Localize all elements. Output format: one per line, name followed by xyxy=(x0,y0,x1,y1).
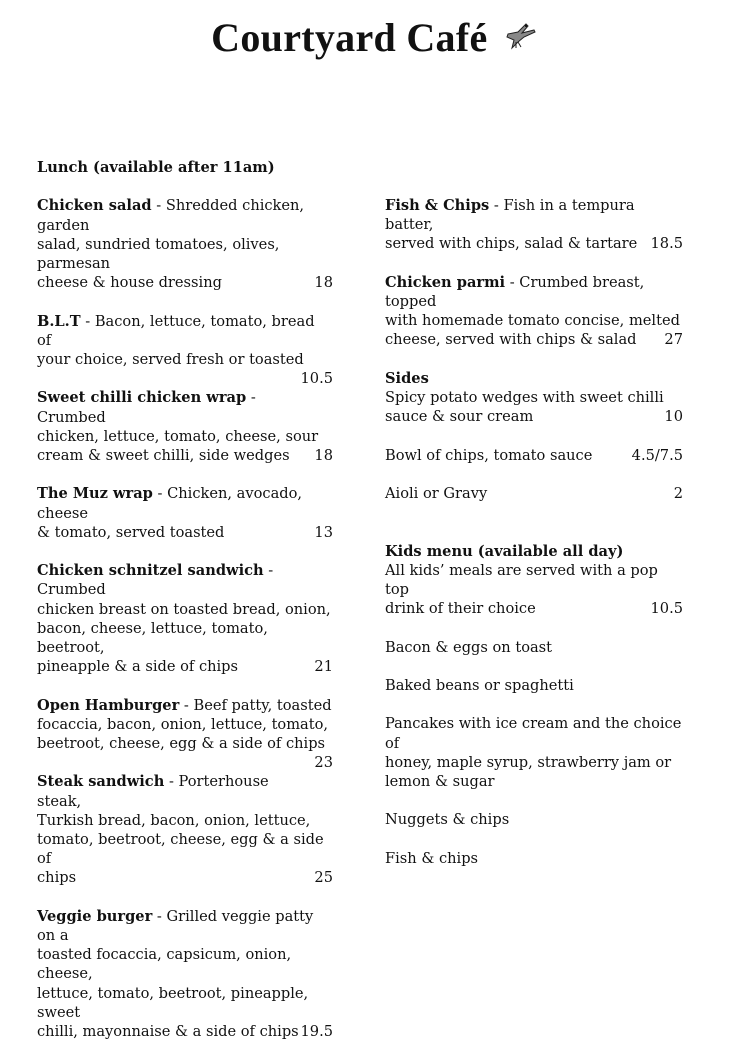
item-price: 10 xyxy=(664,408,683,426)
item-desc: - Porterhouse steak, xyxy=(37,773,269,810)
item-line xyxy=(37,196,333,234)
item-desc: - Grilled veggie patty on a xyxy=(37,907,314,944)
item-desc: cheese & house dressing xyxy=(37,274,222,292)
item-desc: your choice, served fresh or toasted xyxy=(37,351,304,368)
item-desc: All kids’ meals are served with a pop top xyxy=(385,561,658,598)
item-price: 4.5/7.5 xyxy=(631,446,683,464)
item-price: 18 xyxy=(314,274,333,292)
item-desc: drink of their choice xyxy=(385,600,536,618)
item-line xyxy=(37,312,333,350)
menu-item xyxy=(37,561,333,676)
item-desc: chips xyxy=(37,869,77,887)
item-line xyxy=(385,599,683,618)
item-name: Steak sandwich xyxy=(37,773,165,791)
item-line: Baked beans or spaghetti xyxy=(385,676,574,694)
item-name: Chicken schnitzel sandwich xyxy=(37,562,264,580)
item-line xyxy=(37,484,333,522)
kids-intro xyxy=(385,561,683,619)
item-line xyxy=(37,772,333,810)
item-line xyxy=(385,407,683,426)
item-desc: Spicy potato wedges with sweet chilli xyxy=(385,389,664,406)
item-price: 27 xyxy=(664,331,683,349)
item-line xyxy=(37,523,333,542)
item-line xyxy=(37,696,333,715)
item-name: Chicken parmi xyxy=(385,273,506,291)
item-line xyxy=(37,907,333,945)
item-line xyxy=(37,830,333,868)
item-desc: - Crumbed xyxy=(37,389,256,426)
item-line xyxy=(37,235,333,273)
item-line xyxy=(385,234,683,253)
item-name: The Muz wrap xyxy=(37,485,153,503)
item-line xyxy=(385,388,683,407)
cafe-name: Courtyard Café xyxy=(211,15,488,60)
right-column xyxy=(385,196,683,868)
item-line: Nuggets & chips xyxy=(385,811,510,829)
kids-item xyxy=(385,849,683,868)
item-line xyxy=(37,657,333,676)
item-desc: - Chicken, avocado, cheese xyxy=(37,485,303,522)
menu-item xyxy=(385,196,683,254)
item-line xyxy=(385,484,683,503)
item-desc: - Fish in a tempura batter, xyxy=(385,197,635,234)
item-desc: chilli, mayonnaise & a side of chips xyxy=(37,1023,299,1041)
item-desc: cheese, served with chips & salad xyxy=(385,331,637,349)
item-desc: pineapple & a side of chips xyxy=(37,658,239,676)
item-desc: Turkish bread, bacon, onion, lettuce, xyxy=(37,811,311,829)
item-desc: tomato, beetroot, cheese, egg & a side of xyxy=(37,831,324,868)
item-desc: bacon, cheese, lettuce, tomato, beetroot, xyxy=(37,619,268,656)
menu-item xyxy=(37,696,333,772)
item-name: Chicken salad xyxy=(37,197,152,215)
menu-item xyxy=(385,273,683,350)
item-line xyxy=(37,945,333,983)
item-line xyxy=(37,427,333,446)
item-line: lemon & sugar xyxy=(385,772,495,790)
item-line xyxy=(37,446,333,465)
kids-item xyxy=(385,714,683,791)
item-price: 23 xyxy=(314,754,333,772)
item-line xyxy=(385,311,683,330)
item-line: Fish & chips xyxy=(385,849,479,867)
kids-item xyxy=(385,676,683,695)
item-desc: & tomato, served toasted xyxy=(37,523,225,541)
side-item xyxy=(385,484,683,503)
item-name: Veggie burger xyxy=(37,907,153,925)
item-price: 18 xyxy=(314,447,333,464)
item-line: honey, maple syrup, strawberry jam or xyxy=(385,753,672,771)
item-desc: cream & sweet chilli, side wedges xyxy=(37,447,290,464)
item-desc: focaccia, bacon, onion, lettuce, tomato, xyxy=(37,715,329,733)
item-line xyxy=(37,715,333,734)
item-desc: toasted focaccia, capsicum, onion, cheese, xyxy=(37,946,292,983)
item-line xyxy=(385,561,683,599)
item-line xyxy=(37,350,333,388)
menu-item xyxy=(37,484,333,542)
item-price: 13 xyxy=(314,523,333,541)
item-line xyxy=(37,561,333,599)
item-name: Sweet chilli chicken wrap xyxy=(37,389,247,407)
item-desc: - Shredded chicken, garden xyxy=(37,197,305,234)
item-desc: - Bacon, lettuce, tomato, bread of xyxy=(37,312,315,349)
item-line: Pancakes with ice cream and the choice of xyxy=(385,715,682,752)
item-line xyxy=(385,196,683,234)
item-line xyxy=(37,273,333,292)
item-desc: chicken, lettuce, tomato, cheese, sour xyxy=(37,427,319,445)
item-line xyxy=(37,1022,333,1041)
item-desc: chicken breast on toasted bread, onion, xyxy=(37,600,331,618)
item-line xyxy=(37,619,333,657)
item-desc: lettuce, tomato, beetroot, pineapple, sweet xyxy=(37,984,309,1021)
kids-item xyxy=(385,638,683,657)
item-desc: Aioli or Gravy xyxy=(385,484,488,502)
item-line xyxy=(37,868,333,887)
menu-item xyxy=(37,196,333,292)
side-item xyxy=(385,388,683,426)
item-desc: salad, sundried tomatoes, olives, parmesan xyxy=(37,235,280,272)
item-price: 18.5 xyxy=(650,235,683,253)
item-desc: served with chips, salad & tartare xyxy=(385,235,638,253)
item-line xyxy=(385,273,683,311)
item-line xyxy=(37,811,333,830)
kids-item xyxy=(385,810,683,829)
item-line xyxy=(385,330,683,349)
item-line xyxy=(37,734,333,772)
item-desc: - Crumbed xyxy=(37,562,274,599)
item-desc: Bowl of chips, tomato sauce xyxy=(385,446,593,464)
item-price: 10.5 xyxy=(300,370,333,388)
item-price: 21 xyxy=(314,658,333,676)
item-line xyxy=(385,446,683,465)
side-item xyxy=(385,446,683,465)
left-column xyxy=(37,158,333,1041)
item-line: Bacon & eggs on toast xyxy=(385,638,553,656)
item-price: 2 xyxy=(673,484,683,502)
item-price: 19.5 xyxy=(300,1023,333,1041)
item-desc: - Beef patty, toasted xyxy=(179,696,332,714)
menu-item xyxy=(37,312,333,388)
item-desc: - Crumbed breast, topped xyxy=(385,273,645,310)
item-name: Open Hamburger xyxy=(37,696,180,714)
item-name: B.L.T xyxy=(37,312,81,330)
item-desc: with homemade tomato concise, melted xyxy=(385,312,680,330)
menu-item xyxy=(37,772,333,887)
menu-item xyxy=(37,907,333,1041)
item-price: 10.5 xyxy=(650,600,683,618)
item-desc: sauce & sour cream xyxy=(385,408,534,426)
item-line xyxy=(37,388,333,426)
item-price: 25 xyxy=(314,869,333,887)
item-line xyxy=(37,984,333,1022)
lunch-heading: Lunch (available after 11am) xyxy=(37,159,275,176)
menu-item xyxy=(37,388,333,465)
kids-heading: Kids menu (available all day) xyxy=(385,542,624,560)
sides-heading: Sides xyxy=(385,369,429,387)
bird-icon xyxy=(504,15,538,59)
page-title xyxy=(0,16,749,60)
item-desc: beetroot, cheese, egg & a side of chips xyxy=(37,735,326,752)
item-name: Fish & Chips xyxy=(385,197,490,214)
item-line xyxy=(37,600,333,619)
